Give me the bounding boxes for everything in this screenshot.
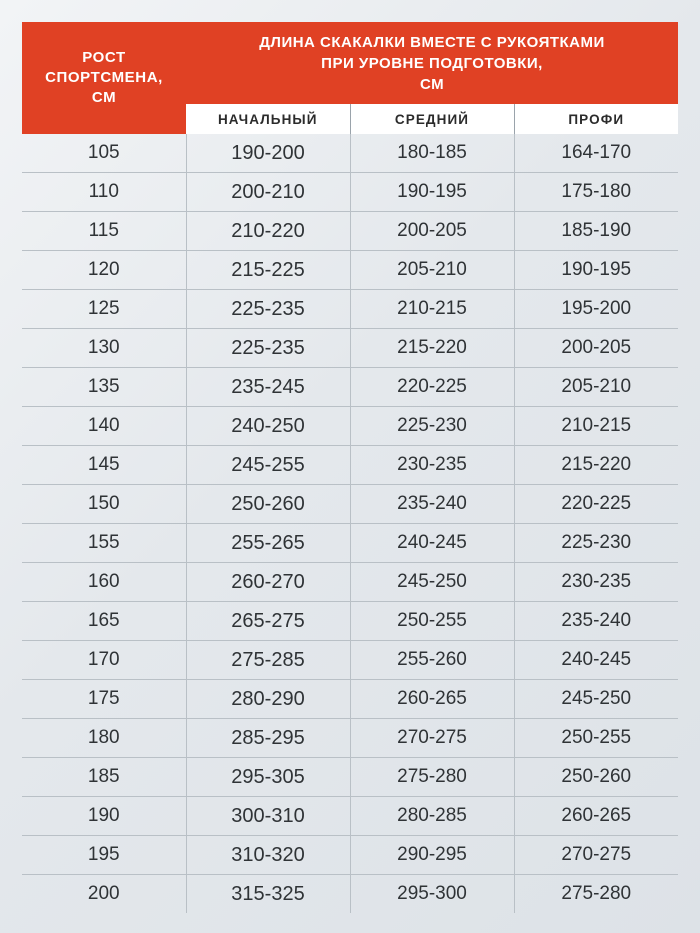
cell-height: 170 xyxy=(22,641,186,680)
table-row xyxy=(22,485,678,524)
header-athlete-height xyxy=(22,22,186,134)
header-athlete-height-line2: СПОРТСМЕНА, xyxy=(45,68,163,86)
cell-pro: 185-190 xyxy=(514,212,678,251)
table-row xyxy=(22,524,678,563)
cell-pro: 205-210 xyxy=(514,368,678,407)
table-row xyxy=(22,797,678,836)
header-level-pro: ПРОФИ xyxy=(514,104,678,134)
cell-beginner: 200-210 xyxy=(186,173,350,212)
cell-height: 200 xyxy=(22,875,186,914)
table-body xyxy=(22,134,678,913)
cell-pro: 260-265 xyxy=(514,797,678,836)
cell-pro: 190-195 xyxy=(514,251,678,290)
cell-height: 190 xyxy=(22,797,186,836)
cell-beginner: 300-310 xyxy=(186,797,350,836)
cell-medium: 280-285 xyxy=(350,797,514,836)
cell-medium: 220-225 xyxy=(350,368,514,407)
cell-pro: 175-180 xyxy=(514,173,678,212)
table-row xyxy=(22,602,678,641)
header-level-beginner: НАЧАЛЬНЫЙ xyxy=(186,104,350,134)
header-athlete-height-line1: РОСТ xyxy=(82,48,126,66)
cell-beginner: 225-235 xyxy=(186,290,350,329)
table-header-row-main xyxy=(22,22,678,104)
table-row xyxy=(22,563,678,602)
table-row xyxy=(22,758,678,797)
cell-medium: 245-250 xyxy=(350,563,514,602)
cell-medium: 215-220 xyxy=(350,329,514,368)
cell-medium: 225-230 xyxy=(350,407,514,446)
table-row xyxy=(22,446,678,485)
cell-beginner: 260-270 xyxy=(186,563,350,602)
table-row xyxy=(22,368,678,407)
table-row xyxy=(22,641,678,680)
cell-medium: 235-240 xyxy=(350,485,514,524)
cell-pro: 240-245 xyxy=(514,641,678,680)
table-row xyxy=(22,134,678,173)
cell-beginner: 285-295 xyxy=(186,719,350,758)
header-rope-length-line1: ДЛИНА СКАКАЛКИ ВМЕСТЕ С РУКОЯТКАМИ xyxy=(259,33,605,51)
cell-beginner: 215-225 xyxy=(186,251,350,290)
cell-beginner: 255-265 xyxy=(186,524,350,563)
cell-height: 150 xyxy=(22,485,186,524)
cell-beginner: 315-325 xyxy=(186,875,350,914)
table-header xyxy=(22,22,678,134)
table-row xyxy=(22,173,678,212)
table-row xyxy=(22,251,678,290)
cell-medium: 210-215 xyxy=(350,290,514,329)
cell-pro: 245-250 xyxy=(514,680,678,719)
table-row xyxy=(22,212,678,251)
cell-medium: 230-235 xyxy=(350,446,514,485)
cell-pro: 220-225 xyxy=(514,485,678,524)
table-row xyxy=(22,875,678,914)
cell-beginner: 250-260 xyxy=(186,485,350,524)
cell-beginner: 225-235 xyxy=(186,329,350,368)
table-row xyxy=(22,407,678,446)
cell-height: 120 xyxy=(22,251,186,290)
table-row xyxy=(22,329,678,368)
cell-beginner: 190-200 xyxy=(186,134,350,173)
cell-medium: 250-255 xyxy=(350,602,514,641)
cell-beginner: 275-285 xyxy=(186,641,350,680)
cell-pro: 215-220 xyxy=(514,446,678,485)
cell-pro: 200-205 xyxy=(514,329,678,368)
cell-medium: 290-295 xyxy=(350,836,514,875)
cell-height: 110 xyxy=(22,173,186,212)
cell-beginner: 265-275 xyxy=(186,602,350,641)
header-rope-length-span xyxy=(186,22,678,104)
table-row xyxy=(22,680,678,719)
cell-pro: 225-230 xyxy=(514,524,678,563)
cell-pro: 275-280 xyxy=(514,875,678,914)
cell-beginner: 210-220 xyxy=(186,212,350,251)
cell-height: 140 xyxy=(22,407,186,446)
cell-height: 195 xyxy=(22,836,186,875)
cell-pro: 230-235 xyxy=(514,563,678,602)
table-row xyxy=(22,836,678,875)
header-level-medium: СРЕДНИЙ xyxy=(350,104,514,134)
cell-height: 130 xyxy=(22,329,186,368)
cell-height: 185 xyxy=(22,758,186,797)
cell-medium: 255-260 xyxy=(350,641,514,680)
table-row xyxy=(22,290,678,329)
cell-height: 135 xyxy=(22,368,186,407)
cell-medium: 270-275 xyxy=(350,719,514,758)
cell-pro: 235-240 xyxy=(514,602,678,641)
cell-beginner: 295-305 xyxy=(186,758,350,797)
header-rope-length-line2: ПРИ УРОВНЕ ПОДГОТОВКИ, xyxy=(321,54,543,72)
cell-medium: 295-300 xyxy=(350,875,514,914)
cell-height: 125 xyxy=(22,290,186,329)
cell-pro: 195-200 xyxy=(514,290,678,329)
cell-pro: 250-260 xyxy=(514,758,678,797)
cell-beginner: 235-245 xyxy=(186,368,350,407)
cell-height: 165 xyxy=(22,602,186,641)
jump-rope-length-table xyxy=(22,22,678,913)
cell-beginner: 310-320 xyxy=(186,836,350,875)
cell-pro: 250-255 xyxy=(514,719,678,758)
cell-medium: 240-245 xyxy=(350,524,514,563)
cell-pro: 210-215 xyxy=(514,407,678,446)
cell-height: 155 xyxy=(22,524,186,563)
cell-medium: 275-280 xyxy=(350,758,514,797)
header-athlete-height-line3: СМ xyxy=(91,89,117,107)
cell-height: 180 xyxy=(22,719,186,758)
cell-pro: 164-170 xyxy=(514,134,678,173)
cell-beginner: 280-290 xyxy=(186,680,350,719)
cell-beginner: 240-250 xyxy=(186,407,350,446)
cell-height: 115 xyxy=(22,212,186,251)
cell-medium: 180-185 xyxy=(350,134,514,173)
cell-height: 145 xyxy=(22,446,186,485)
cell-beginner: 245-255 xyxy=(186,446,350,485)
cell-medium: 205-210 xyxy=(350,251,514,290)
cell-medium: 190-195 xyxy=(350,173,514,212)
cell-medium: 260-265 xyxy=(350,680,514,719)
table-row xyxy=(22,719,678,758)
cell-pro: 270-275 xyxy=(514,836,678,875)
cell-medium: 200-205 xyxy=(350,212,514,251)
cell-height: 175 xyxy=(22,680,186,719)
cell-height: 105 xyxy=(87,142,120,163)
cell-height: 160 xyxy=(22,563,186,602)
header-rope-length-line3: СМ xyxy=(419,75,445,93)
